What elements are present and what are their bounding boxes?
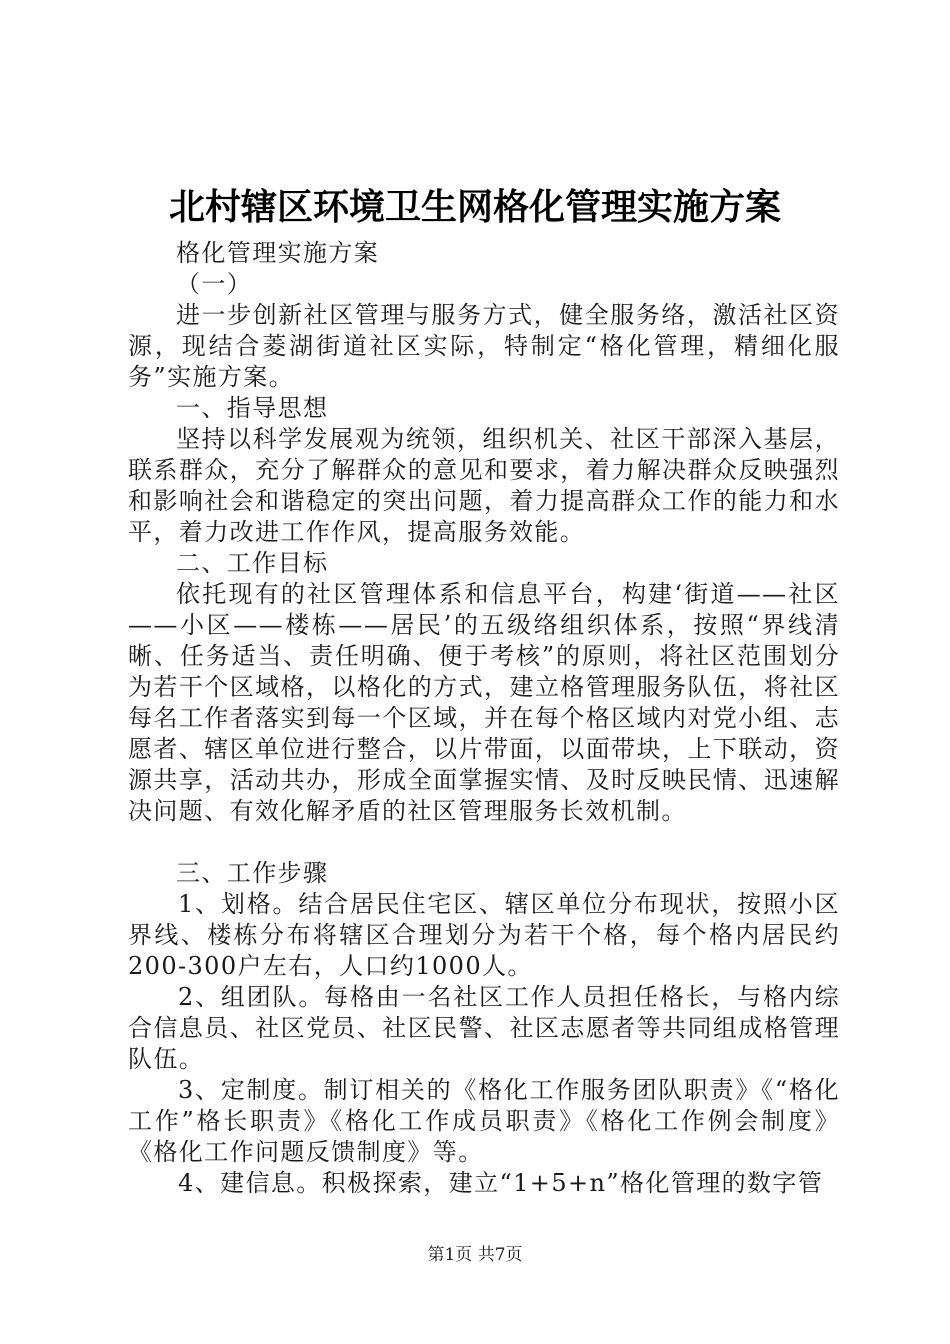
- paragraph-step-3: 3、定制度。制订相关的《格化工作服务团队职责》《“格化工作”格长职责》《格化工作成员职责》《格化工作例会制度》《格化工作问题反馈制度》等。: [128, 1076, 840, 1166]
- section-heading-guiding-ideology: 一、指导思想: [176, 394, 329, 422]
- page-footer: 第1页 共7页: [427, 1245, 523, 1265]
- section-heading-work-goals: 二、工作目标: [176, 549, 329, 577]
- paragraph-intro: 进一步创新社区管理与服务方式，健全服务络，激活社区资源，现结合菱湖街道社区实际，特制定“格化管理，精细化服务”实施方案。: [128, 301, 840, 391]
- document-title: 北村辖区环境卫生网格化管理实施方案: [168, 187, 781, 228]
- paragraph-guiding-ideology: 坚持以科学发展观为统领，组织机关、社区干部深入基层，联系群众，充分了解群众的意见和要求，着力解决群众反映强烈和影响社会和谐稳定的突出问题，着力提高群众工作的能力和水平，着力改进工作作风，提高服务效能。: [128, 425, 840, 546]
- paragraph-work-goals: 依托现有的社区管理体系和信息平台，构建‘街道——社区——小区——楼栋——居民’的五级络组织体系，按照“界线清晰、任务适当、责任明确、便于考核”的原则，将社区范围划分为若干个区域格，以格化的方式，建立格管理服务队伍，将社区每名工作者落实到每一个区域，并在每个格区域内对党小组、志愿者、辖区单位进行整合，以片带面，以面带块，上下联动，资源共享，活动共办，形成全面掌握实情、及时反映民情、迅速解决问题、有效化解矛盾的社区管理服务长效机制。: [128, 580, 840, 825]
- paragraph-step-1: 1、划格。结合居民住宅区、辖区单位分布现状，按照小区界线、楼栋分布将辖区合理划分为若干个格，每个格内居民约200-300户左右，人口约1000人。: [128, 890, 840, 980]
- paragraph-step-4: 4、建信息。积极探索，建立“1+5+n”格化管理的数字管: [178, 1169, 824, 1197]
- document-subtitle: 格化管理实施方案: [176, 239, 380, 267]
- part-number: （一）: [176, 270, 253, 298]
- section-heading-work-steps: 三、工作步骤: [176, 859, 329, 887]
- document-body: [128, 238, 840, 1199]
- paragraph-step-2: 2、组团队。每格由一名社区工作人员担任格长，与格内综合信息员、社区党员、社区民警、社区志愿者等共同组成格管理队伍。: [128, 983, 840, 1073]
